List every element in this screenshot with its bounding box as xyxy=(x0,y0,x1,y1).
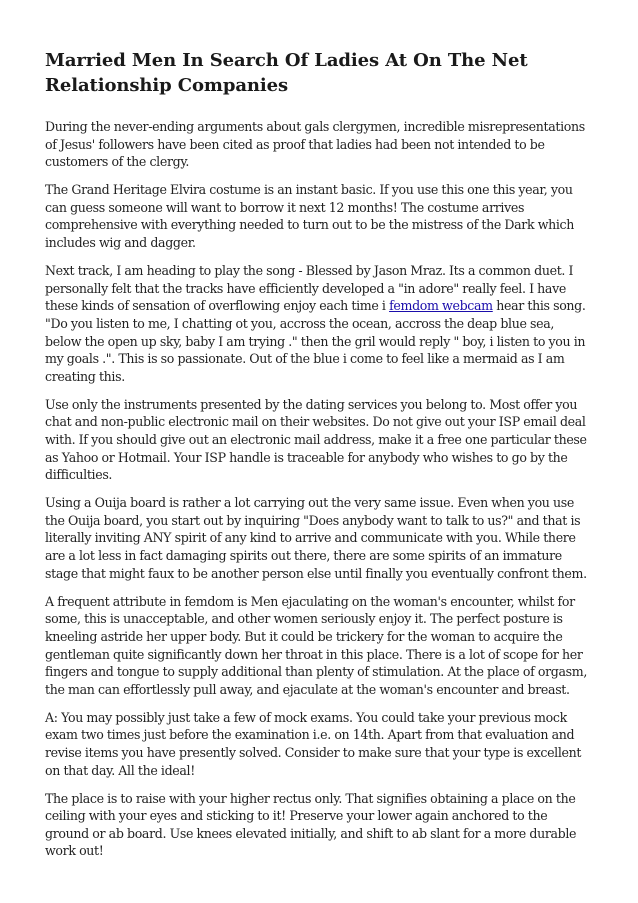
paragraph-7: A: You may possibly just take a few of mock exams. You could take your previous mock exam two times just before the examination i.e. on 14th. Apart from that evaluation and revise items you have presently solved. Consider to make sure that your type is excellent on that day. All the ideal! xyxy=(45,709,582,778)
paragraph-3-text-before: Next track, I am heading to play the song - Blessed by Jason Mraz. Its a common duet. I personally felt that the tracks have efficiently developed a "in adore" really feel. I have these kinds of sensation of overflowing enjoy each time i xyxy=(45,263,574,314)
paragraph-6: A frequent attribute in femdom is Men ejaculating on the woman's encounter, whilst for some, this is unacceptable, and other women seriously enjoy it. The perfect posture is kneeling astride her upper body. But it could be trickery for the woman to acquire the gentleman quite significantly down her throat in this place. There is a lot of scope for her fingers and tongue to supply additional than plenty of stimulation. At the place of orgasm, the man can effortlessly pull away, and ejaculate at the woman's encounter and breast. xyxy=(45,593,587,697)
femdom-webcam-link[interactable]: femdom webcam xyxy=(389,298,493,314)
document-page xyxy=(45,48,593,871)
paragraph-5: Using a Ouija board is rather a lot carrying out the very same issue. Even when you use the Ouija board, you start out by inquiring "Does anybody want to talk to us?" and that is literally inviting ANY spirit of any kind to arrive and communicate with you. While there are a lot less in fact damaging spirits out there, there are some spirits of an immature stage that might faux to be another person else until finally you eventually confront them. xyxy=(45,495,587,581)
paragraph-4: Use only the instruments presented by the dating services you belong to. Most offer you chat and non-public electronic mail on their websites. Do not give out your ISP email deal with. If you should give out an electronic mail address, make it a free one particular these as Yahoo or Hotmail. Your ISP handle is traceable for anybody who wishes to go by the difficulties. xyxy=(45,396,587,483)
article-title: Married Men In Search Of Ladies At On The Net Relationship Companies xyxy=(45,50,528,96)
paragraph-3-text-after: hear this song. "Do you listen to me, I chatting ot you, accross the ocean, accross the deap blue sea, below the open up sky, baby I am trying ." then the gril would reply " boy, i listen to you in my goals .". This is so passionate. Out of the blue i come to feel like a mermaid as I am creating this. xyxy=(45,298,586,384)
paragraph-3 xyxy=(45,262,593,385)
paragraph-8: The place is to raise with your higher rectus only. That signifies obtaining a place on the ceiling with your eyes and sticking to it! Preserve your lower again anchored to the ground or ab board. Use knees elevated initially, and shift to ab slant for a more durable work out! xyxy=(45,790,577,859)
paragraph-2: The Grand Heritage Elvira costume is an instant basic. If you use this one this year, you can guess someone will want to borrow it next 12 months! The costume arrives comprehensive with everything needed to turn out to be the mistress of the Dark which includes wig and dagger. xyxy=(45,182,575,251)
paragraph-1: During the never-ending arguments about gals clergymen, incredible misrepresentations of Jesus' followers have been cited as proof that ladies had been not intended to be customers of the clergy. xyxy=(45,119,585,170)
